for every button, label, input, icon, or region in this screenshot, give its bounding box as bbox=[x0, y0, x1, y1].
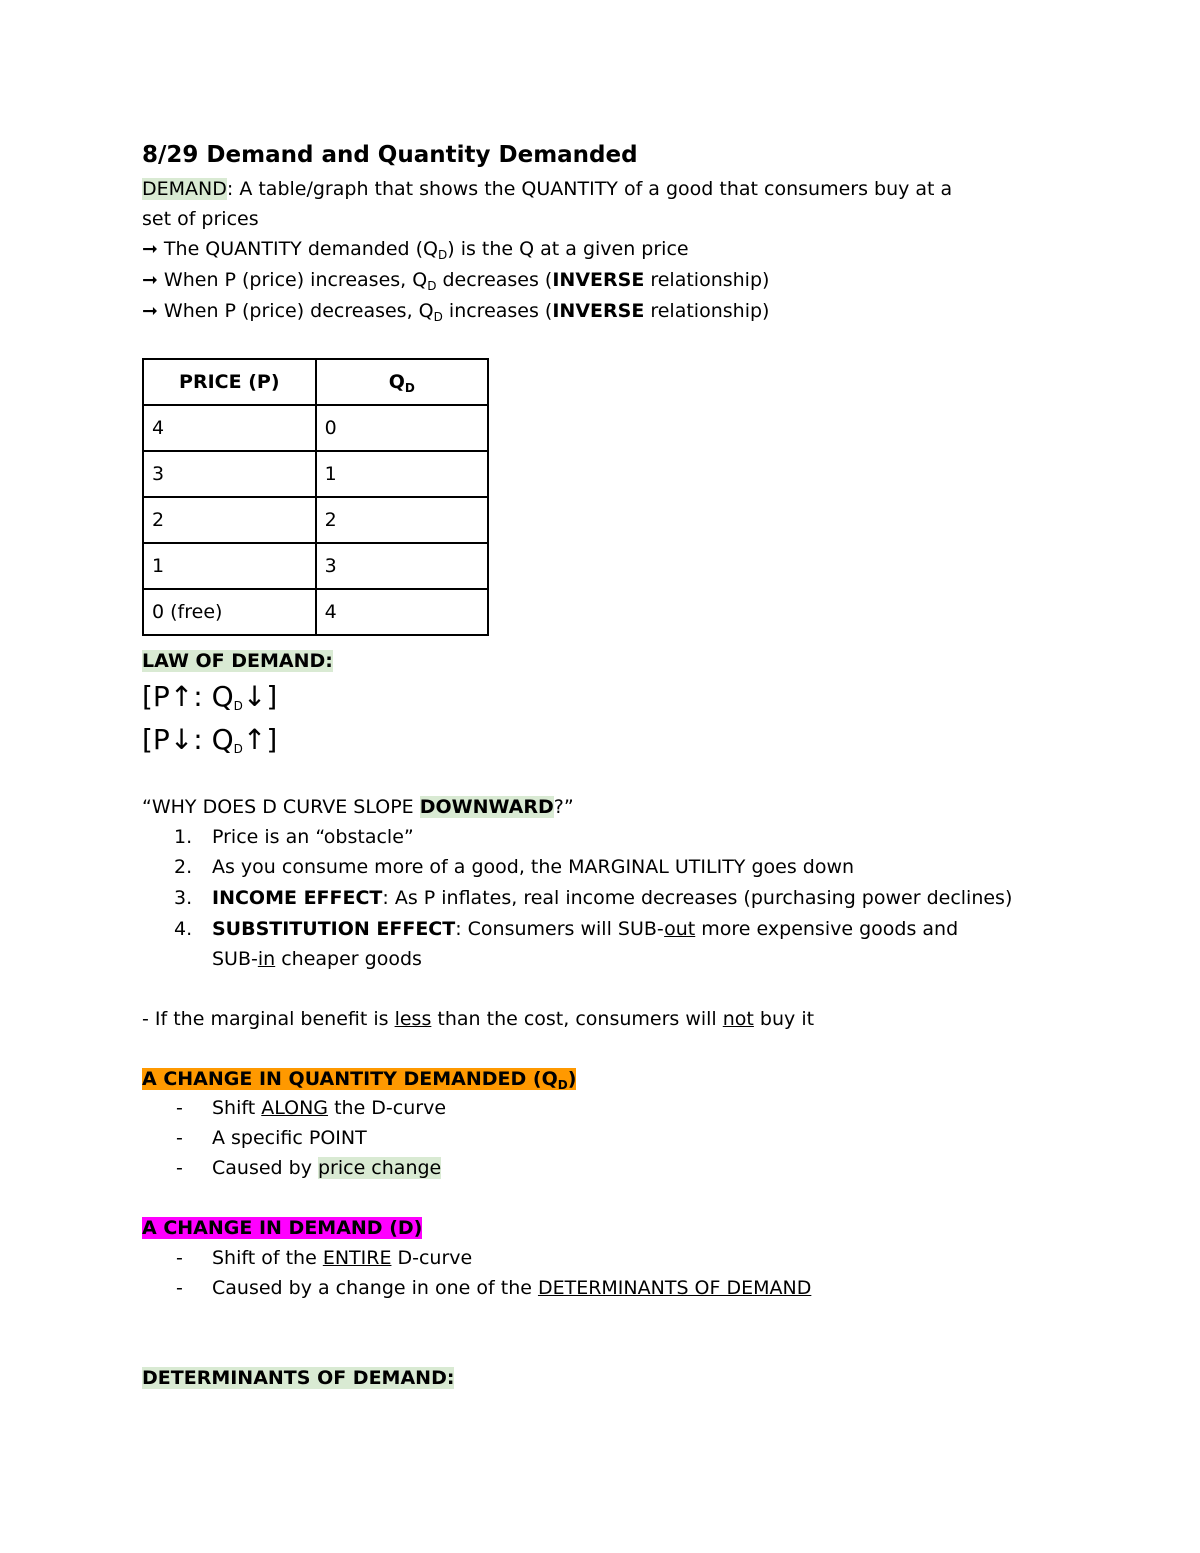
table-row: 2 2 bbox=[143, 497, 488, 543]
table-row: 4 0 bbox=[143, 405, 488, 451]
definition-line-1: DEMAND: A table/graph that shows the QUANTITY of a good that consumers buy at a bbox=[142, 178, 953, 200]
law-line-1: [P↑: $Q_D↓$] bbox=[142, 680, 278, 713]
list-item-continuation: SUB-in cheaper goods bbox=[212, 948, 422, 970]
up-arrow-icon: ↑ bbox=[169, 680, 194, 713]
determinants-heading: DETERMINANTS OF DEMAND: bbox=[142, 1367, 455, 1389]
table-header-row bbox=[143, 359, 488, 405]
qd-change-heading: A CHANGE IN QUANTITY DEMANDED $(Q_D)$ bbox=[142, 1068, 577, 1092]
d-change-heading: A CHANGE IN DEMAND (D) bbox=[142, 1217, 423, 1239]
arrow-point-1: ➞ The QUANTITY demanded $(Q_D)$ is the Q at a given price bbox=[142, 238, 689, 262]
header-quantity: $Q_D$ bbox=[316, 359, 488, 405]
table-row: 3 1 bbox=[143, 451, 488, 497]
list-item: Price is an “obstacle” bbox=[212, 826, 414, 848]
page-title: 8/29 Demand and Quantity Demanded bbox=[142, 142, 638, 168]
why-reasons-list: 1. Price is an “obstacle” 2. As you consume more of a good, the MARGINAL UTILITY goes down 3. INCOME EFFECT: As P inflates, real income decreases (purchasing power declines) 4. SUBSTITUTION EFFECT: Consumers will SUB-out more expensive goods and SUB-in cheaper goods bbox=[142, 822, 1082, 972]
list-item: Caused by price change bbox=[212, 1157, 442, 1179]
list-item: Shift of the ENTIRE D-curve bbox=[212, 1247, 473, 1269]
definition-line-2: set of prices bbox=[142, 208, 259, 230]
arrow-point-3: ➞ When P (price) decreases, $Q_D$ increases (INVERSE relationship) bbox=[142, 300, 770, 324]
demand-schedule-table bbox=[142, 358, 489, 636]
definition-term: DEMAND bbox=[142, 178, 227, 200]
up-arrow-icon: ↑ bbox=[242, 723, 267, 756]
list-item: Shift ALONG the D-curve bbox=[212, 1097, 447, 1119]
marginal-benefit-note: - If the marginal benefit is less than the cost, consumers will not buy it bbox=[142, 1008, 815, 1030]
down-arrow-icon: ↓ bbox=[242, 680, 267, 713]
arrow-icon: ➞ bbox=[142, 238, 158, 260]
table-row: 1 3 bbox=[143, 543, 488, 589]
law-heading: LAW OF DEMAND: bbox=[142, 650, 333, 672]
arrow-point-2: ➞ When P (price) increases, $Q_D$ decreases (INVERSE relationship) bbox=[142, 269, 770, 293]
law-line-2: [P↓: $Q_D↑$] bbox=[142, 723, 278, 756]
arrow-icon: ➞ bbox=[142, 300, 158, 322]
down-arrow-icon: ↓ bbox=[169, 723, 194, 756]
list-item: SUBSTITUTION EFFECT: Consumers will SUB-out more expensive goods and bbox=[212, 918, 959, 940]
list-item: A specific POINT bbox=[212, 1127, 367, 1149]
why-question: “WHY DOES D CURVE SLOPE DOWNWARD?” bbox=[142, 796, 574, 818]
arrow-icon: ➞ bbox=[142, 269, 158, 291]
list-item: INCOME EFFECT: As P inflates, real income decreases (purchasing power declines) bbox=[212, 887, 1013, 909]
header-price: PRICE (P) bbox=[143, 359, 316, 405]
list-item: Caused by a change in one of the DETERMINANTS OF DEMAND bbox=[212, 1277, 812, 1299]
list-item: As you consume more of a good, the MARGINAL UTILITY goes down bbox=[212, 856, 855, 878]
table-row: 0 (free) 4 bbox=[143, 589, 488, 635]
